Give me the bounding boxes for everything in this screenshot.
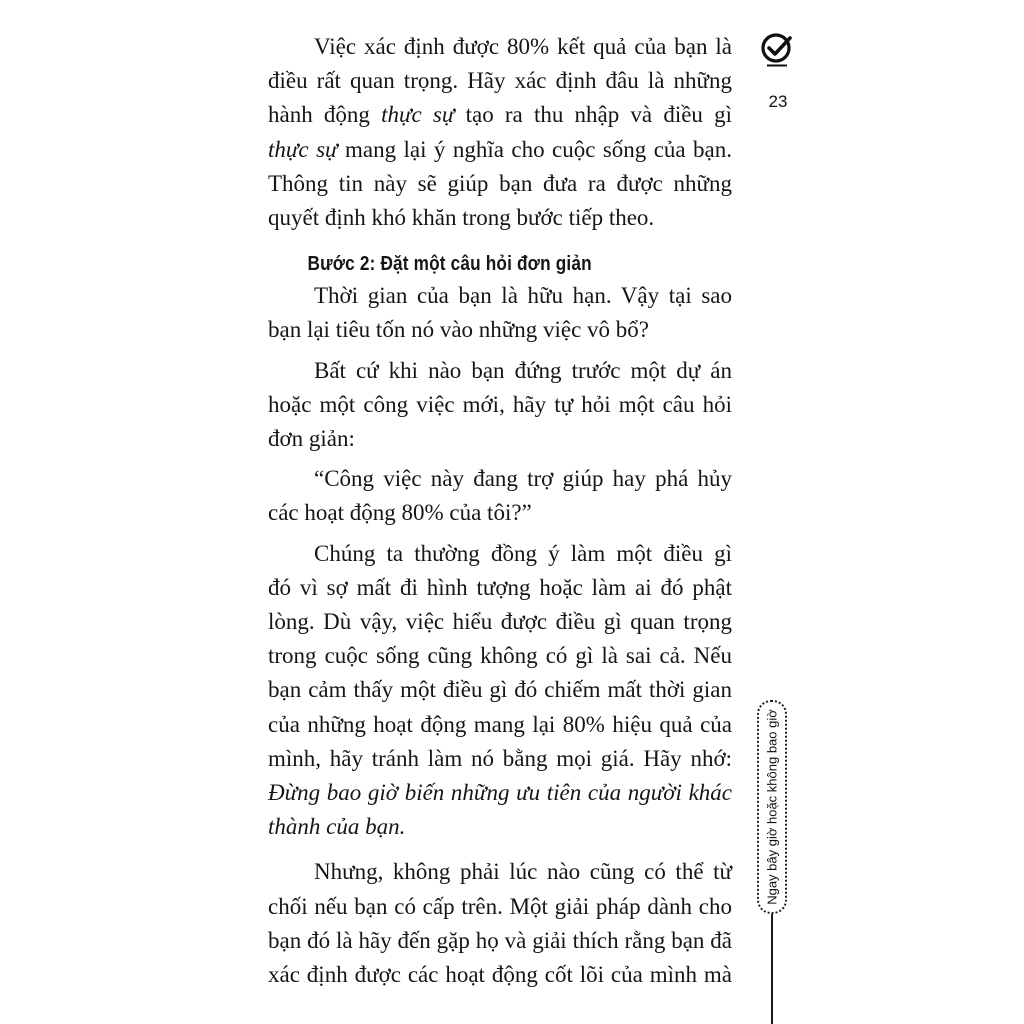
text-line: Chúng ta thường đồng ý làm một điều gì <box>314 540 732 566</box>
text-line: của những hoạt động mang lại 80% hiệu quả của <box>268 711 732 737</box>
text-line <box>268 98 732 132</box>
text-fragment: mang lại ý nghĩa cho cuộc sống của bạn. <box>337 136 732 162</box>
text-line: các hoạt động 80% của tôi?” <box>268 500 532 526</box>
text-line: Nhưng, không phải lúc nào cũng có thể từ <box>314 859 732 885</box>
paragraph <box>268 855 732 992</box>
text-fragment: hành động <box>268 102 382 128</box>
paragraph <box>268 354 732 457</box>
emphasis: thực sự <box>381 102 455 128</box>
paragraph <box>268 30 732 235</box>
text-line: Việc xác định được 80% kết quả của bạn là <box>314 34 732 59</box>
clock-check-icon <box>760 30 796 70</box>
paragraph <box>268 537 732 845</box>
page-number: 23 <box>768 92 788 111</box>
text-line: Thông tin này sẽ giúp bạn đưa ra được những <box>268 170 732 196</box>
text-line: bạn lại tiêu tốn nó vào những việc vô bổ? <box>268 317 650 343</box>
side-tab-label: Ngay bây giờ hoặc không bao giờ <box>764 709 780 905</box>
text-line: trong cuộc sống cũng không có gì là sai cả. Nếu <box>268 643 732 669</box>
text-line: quyết định khó khăn trong bước tiếp theo. <box>268 205 655 231</box>
text-line: lòng. Dù vậy, việc hiểu được điều gì quan trọng <box>268 609 732 635</box>
text-line: bạn cảm thấy một điều gì đó chiếm mất thời gian <box>268 677 732 703</box>
text-line: thành của bạn. <box>268 814 406 840</box>
text-line: bạn đó là hãy đến gặp họ và giải thích rằng bạn đã <box>268 927 732 953</box>
text-line: Đừng bao giờ biến những ưu tiên của người khác <box>268 780 732 806</box>
text-line: đơn giản: <box>268 426 355 452</box>
text-line: Thời gian của bạn là hữu hạn. Vậy tại sao <box>314 283 732 309</box>
text-line: điều rất quan trọng. Hãy xác định đâu là những <box>268 68 732 94</box>
emphasis: thực sự <box>268 136 338 162</box>
paragraph <box>268 279 732 347</box>
text-line <box>268 133 732 167</box>
text-fragment: tạo ra thu nhập và điều gì <box>454 102 732 128</box>
text-line: hoặc một công việc mới, hãy tự hỏi một câu hỏi <box>268 391 732 417</box>
text-line: xác định được các hoạt động cốt lõi của mình mà <box>268 962 732 988</box>
text-line: mình, hãy tránh làm nó bằng mọi giá. Hãy nhớ: <box>268 745 732 771</box>
text-line: chối nếu bạn có cấp trên. Một giải pháp dành cho <box>268 893 732 919</box>
section-heading: Bước 2: Đặt một câu hỏi đơn giản <box>307 253 592 276</box>
body-text <box>268 30 732 992</box>
text-line: Bất cứ khi nào bạn đứng trước một dự án <box>314 357 732 383</box>
side-rule <box>771 914 773 1024</box>
quote-paragraph <box>268 462 732 530</box>
text-line: đó vì sợ mất đi hình tượng hoặc làm ai đó phật <box>268 574 732 600</box>
text-line: “Công việc này đang trợ giúp hay phá hủy <box>314 466 732 492</box>
side-tab <box>757 700 787 914</box>
